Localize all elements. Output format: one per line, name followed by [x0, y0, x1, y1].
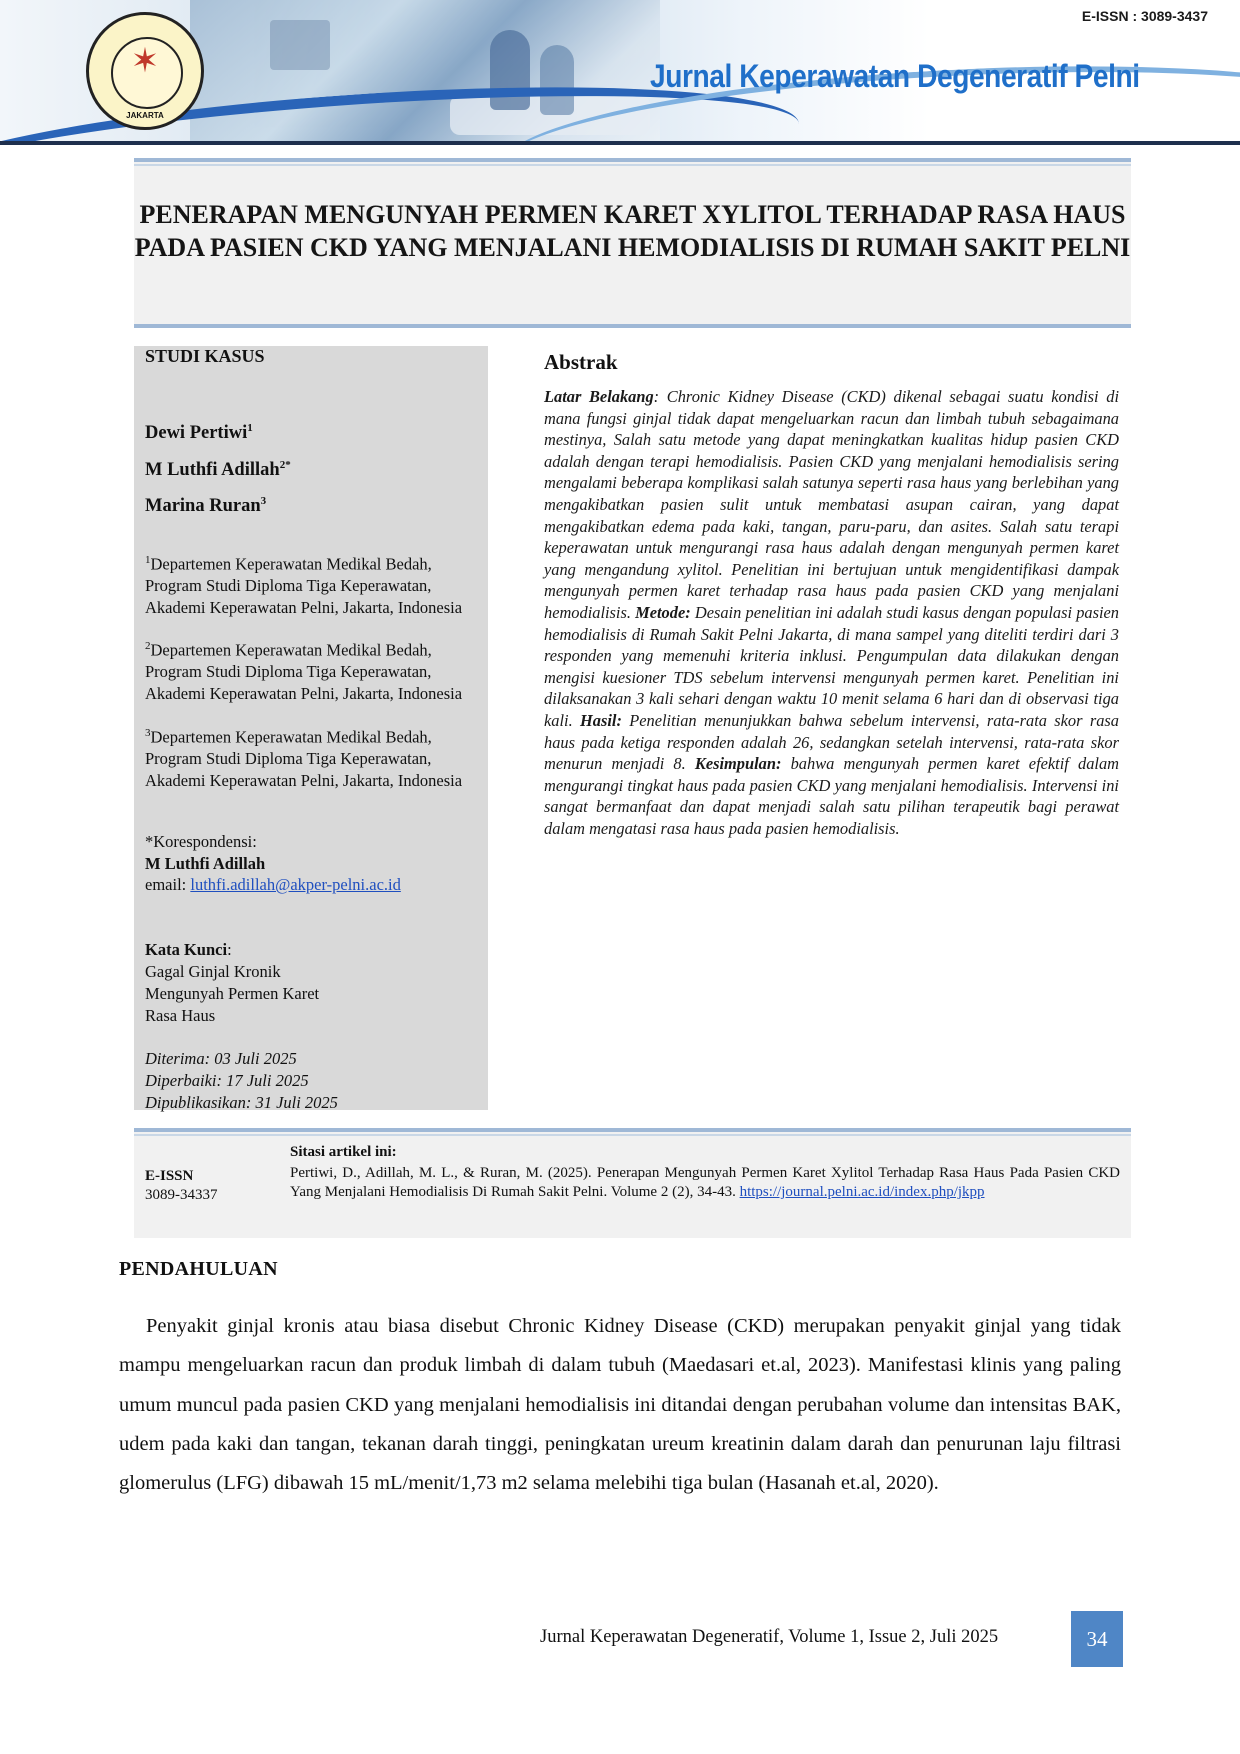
author-sup: 1 — [247, 422, 253, 434]
author-name: M Luthfi Adillah — [145, 460, 280, 481]
correspondence-name: M Luthfi Adillah — [145, 854, 266, 873]
affiliation-sup: 2 — [145, 640, 151, 652]
affiliation-2 — [145, 636, 480, 704]
body-paragraph: Penyakit ginjal kronis atau biasa disebut Chronic Kidney Disease (CKD) merupakan penyakit ginjal yang tidak mampu mengeluarkan racun dan produk limbah di dalam tubuh (Maedasari et.al, 2023). Manifestasi klinis yang paling umum muncul pada pasien CKD yang menjalani hemodialisis ini ditandai dengan perubahan volume dan intensitas BAK, udem pada kaki dan tangan, tekanan darah tinggi, peningkatan ureum kreatinin dalam darah dan penurunan laju filtrasi glomerulus (LFG) dibawah 15 mL/menit/1,73 m2 selama melebihi tiga bulan (Hasanah et.al, 2020). — [119, 1315, 1121, 1495]
keywords-label: Kata Kunci — [145, 940, 228, 959]
citation-url-link[interactable]: https://journal.pelni.ac.id/index.php/jkpp — [739, 1184, 985, 1200]
abstract-heading: Abstrak — [544, 350, 618, 374]
citation-reference: Pertiwi, D., Adillah, M. L., & Ruran, M. (2025). Penerapan Mengunyah Permen Karet Xylitol Terhadap Rasa Haus Pada Pasien CKD Yang Menjalani Hemodialisis Di Rumah Sakit Pelni. Volume 2 (2), 34-43. — [290, 1165, 1120, 1200]
affiliation-text: Departemen Keperawatan Medikal Bedah, Program Studi Diploma Tiga Keperawatan, Akademi Keperawatan Pelni, Jakarta, Indonesia — [145, 554, 463, 617]
title-block — [134, 158, 1131, 328]
institution-logo — [86, 12, 204, 130]
eissn-label: E-ISSN — [145, 1168, 194, 1184]
journal-name: Jurnal Keperawatan Degeneratif Pelni — [650, 58, 1140, 94]
affiliation-sup: 3 — [145, 727, 151, 739]
affiliation-1 — [145, 550, 480, 618]
article-title: PENERAPAN MENGUNYAH PERMEN KARET XYLITOL TERHADAP RASA HAUS PADA PASIEN CKD YANG MENJALANI HEMODIALISIS DI RUMAH SAKIT PELNI — [134, 200, 1131, 262]
page-number-badge: 34 — [1071, 1611, 1123, 1667]
citation-block — [134, 1128, 1131, 1238]
date-published: Dipublikasikan: 31 Juli 2025 — [145, 1093, 338, 1112]
abstract-background-label: Latar Belakang — [544, 387, 654, 406]
abstract-body — [544, 386, 1119, 839]
affiliation-sup: 1 — [145, 554, 151, 566]
keyword-item: Gagal Ginjal Kronik — [145, 962, 281, 981]
journal-banner — [0, 0, 1240, 145]
abstract-conclusion-label: Kesimpulan: — [694, 754, 782, 774]
keyword-item: Rasa Haus — [145, 1006, 216, 1025]
affiliation-3 — [145, 723, 480, 791]
abstract-background-text: : Chronic Kidney Disease (CKD) dikenal sebagai suatu kondisi di mana fungsi ginjal tidak dapat mengeluarkan racun dan limbah tubuh sebagaimana mestinya, Salah satu metode yang dapat meningkatkan kualitas hidup pasien CKD adalah dengan terapi hemodialisis. Pasien CKD yang menjalani hemodialisis sering mengalami beberapa komplikasi salah satunya seperti rasa haus yang berlebihan yang mengakibatkan pasien sulit untuk membatasi asupan cairan, yang dapat mengakibatkan edema pada kaki, tangan, paru-paru, dan asites. Salah satu terapi keperawatan untuk mengurangi rasa haus adalah dengan mengunyah permen karet yang mengandung xylitol. Penelitian ini bertujuan untuk mengidentifikasi dampak mengunyah permen karet terhadap rasa haus pada pasien CKD yang menjalani hemodialisis. — [544, 387, 1120, 622]
article-type: STUDI KASUS — [145, 346, 265, 366]
correspondence-label: *Korespondensi: — [145, 832, 257, 851]
email-link[interactable]: luthfi.adillah@akper-pelni.ac.id — [190, 875, 401, 894]
affiliation-text: Departemen Keperawatan Medikal Bedah, Program Studi Diploma Tiga Keperawatan, Akademi Keperawatan Pelni, Jakarta, Indonesia — [145, 640, 463, 703]
email-label: email: — [145, 875, 191, 894]
rule-line — [134, 164, 1131, 166]
author-sup: 2* — [279, 459, 291, 471]
date-received: Diterima: 03 Juli 2025 — [145, 1049, 297, 1068]
abstract-result-text: Penelitian menunjukkan bahwa sebelum intervensi, rata-rata skor rasa haus pada ketiga responden adalah 26, sedangkan setelah intervensi, rata-rata skor menurun menjadi 8. — [544, 710, 1119, 774]
correspondence-email-row — [145, 874, 480, 896]
author-name: Dewi Pertiwi — [145, 423, 248, 444]
section-heading: PENDAHULUAN — [119, 1258, 278, 1280]
citation-heading: Sitasi artikel ini: — [290, 1144, 397, 1160]
author-2 — [145, 455, 480, 482]
eissn-value: 3089-34337 — [145, 1187, 218, 1203]
citation-text — [290, 1164, 1120, 1202]
author-name: Marina Ruran — [145, 496, 261, 517]
issn-label: E-ISSN : 3089-3437 — [1081, 8, 1208, 24]
author-sup: 3 — [260, 495, 267, 507]
rule-line — [134, 1134, 1131, 1136]
logo-emblem-icon: ✶ — [130, 43, 160, 80]
abstract-method-text: Desain penelitian ini adalah studi kasus dengan populasi pasien hemodialisis di Rumah Sakit Pelni Jakarta, di mana sampel yang diteliti terdiri dari 3 responden yang memenuhi kriteria inklusi. Pengumpulan data dilakukan dengan mengisi kuesioner TDS sebelum intervensi mengunyah permen karet. Penelitian ini dilaksanakan 3 kali sehari dengan waktu 10 menit selama 6 hari dan di observasi tiga kali. — [544, 602, 1119, 730]
author-1 — [145, 418, 480, 445]
monitor-shape — [270, 20, 330, 70]
logo-caption: JAKARTA — [126, 111, 164, 120]
author-3 — [145, 491, 480, 518]
article-meta-sidebar — [134, 346, 488, 1110]
keywords-label-row — [145, 939, 480, 961]
footer-journal-issue: Jurnal Keperawatan Degeneratif, Volume 1, Issue 2, Juli 2025 — [540, 1627, 999, 1647]
date-revised: Diperbaiki: 17 Juli 2025 — [145, 1071, 309, 1090]
abstract-result-label: Hasil: — [580, 710, 622, 730]
keyword-item: Mengunyah Permen Karet — [145, 984, 320, 1003]
abstract-conclusion-text: bahwa mengunyah permen karet efektif dalam mengurangi tingkat haus pada pasien CKD yang menjalani hemodialisis. Intervensi ini sangat bermanfaat dan dapat menjadi salah satu pilihan terapeutik bagi perawat dalam mengatasi rasa haus pada pasien hemodialisis. — [544, 754, 1119, 838]
abstract-method-label: Metode: — [635, 602, 691, 622]
keywords-colon: : — [227, 940, 232, 959]
affiliation-text: Departemen Keperawatan Medikal Bedah, Program Studi Diploma Tiga Keperawatan, Akademi Keperawatan Pelni, Jakarta, Indonesia — [145, 727, 463, 790]
